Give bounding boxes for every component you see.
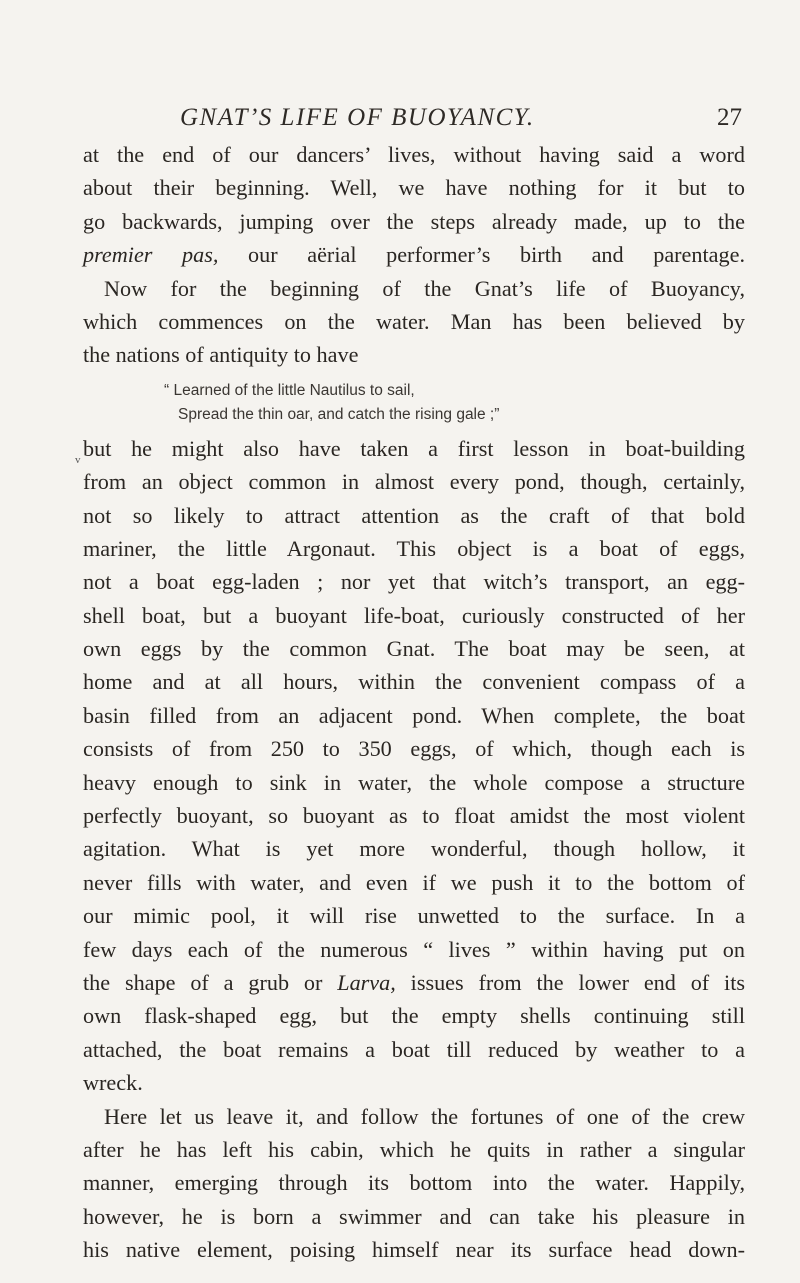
text-line: consists of from 250 to 350 eggs, of which, though each is <box>83 736 745 762</box>
text-line: never fills with water, and even if we push it to the bottom of <box>83 869 745 895</box>
text-line: which commences on the water. Man has been believed by <box>83 308 745 334</box>
text-line: agitation. What is yet more wonderful, though hollow, it <box>83 836 745 862</box>
text-line: from an object common in almost every pond, though, certainly, <box>83 469 745 495</box>
text-line <box>83 966 745 999</box>
text-line: own flask-shaped egg, but the empty shells continuing still <box>83 1003 745 1029</box>
text-line: not a boat egg-laden ; nor yet that witch’s transport, an egg- <box>83 569 745 595</box>
paragraph-group <box>75 432 746 1267</box>
stray-mark: v <box>75 453 81 466</box>
paragraph-group <box>83 138 745 372</box>
running-head <box>82 104 742 138</box>
verse-quotation <box>83 372 745 432</box>
text-line: our mimic pool, it will rise unwetted to the surface. In a <box>83 903 745 929</box>
text-line: the nations of antiquity to have <box>83 342 359 368</box>
text-line: perfectly buoyant, so buoyant as to float amidst the most violent <box>83 803 745 829</box>
italic-phrase: premier pas, <box>83 242 219 268</box>
text-line: few days each of the numerous “ lives ” within having put on <box>83 936 745 962</box>
text-line: about their beginning. Well, we have nothing for it but to <box>83 175 745 201</box>
text-line: mariner, the little Argonaut. This object is a boat of eggs, <box>83 535 745 561</box>
text-line: but he might also have taken a first lesson in boat-building <box>83 435 745 461</box>
page-number: 27 <box>717 104 742 131</box>
text-line: after he has left his cabin, which he quits in rather a singular <box>83 1136 745 1162</box>
running-title: GNAT’S LIFE OF BUOYANCY. <box>180 104 535 131</box>
verse-line-1: “ Learned of the little Nautilus to sail, <box>164 381 415 399</box>
body-text <box>75 138 746 1267</box>
text-line: shell boat, but a buoyant life-boat, curiously constructed of her <box>83 602 745 628</box>
text-line: home and at all hours, within the convenient compass of a <box>83 669 745 695</box>
line-text: issues from the lower end of its <box>395 969 746 995</box>
italic-phrase: Larva, <box>337 969 396 995</box>
verse-line-2: Spread the thin oar, and catch the rising gale ;” <box>178 405 500 423</box>
text-line: Now for the beginning of the Gnat’s life of Buoyancy, <box>104 275 745 301</box>
text-line: however, he is born a swimmer and can take his pleasure in <box>83 1203 745 1229</box>
text-line: basin filled from an adjacent pond. When complete, the boat <box>83 702 745 728</box>
text-line: not so likely to attract attention as the craft of that bold <box>83 502 745 528</box>
text-line: go backwards, jumping over the steps already made, up to the <box>83 208 745 234</box>
text-line: manner, emerging through its bottom into the water. Happily, <box>83 1170 745 1196</box>
text-line: heavy enough to sink in water, the whole compose a structure <box>83 769 745 795</box>
text-line: at the end of our dancers’ lives, without having said a word <box>83 142 745 167</box>
line-text: the shape of a grub or <box>83 969 338 995</box>
text-line: his native element, poising himself near its surface head down- <box>83 1237 745 1263</box>
text-line: attached, the boat remains a boat till reduced by weather to a <box>83 1036 745 1062</box>
text-line <box>83 238 745 271</box>
text-line: Here let us leave it, and follow the fortunes of one of the crew <box>104 1103 745 1129</box>
line-text: our aërial performer’s birth and parentage. <box>218 242 745 268</box>
text-line: own eggs by the common Gnat. The boat may be seen, at <box>83 636 745 662</box>
text-line: wreck. <box>83 1070 143 1096</box>
